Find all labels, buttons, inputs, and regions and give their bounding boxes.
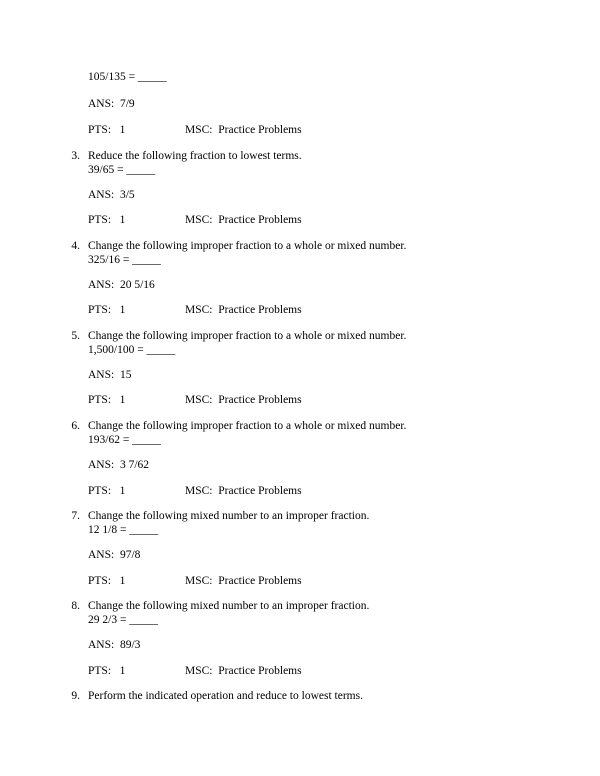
question-prompt: Change the following improper fraction to a whole or mixed number. [88,240,407,252]
question-number: 7. [71,510,80,522]
question-msc: MSC: Practice Problems [185,665,302,677]
question-points: PTS: 1 [88,304,126,316]
question-expression: 12 1/8 = _____ [88,524,159,536]
question-answer: ANS: 20 5/16 [88,279,155,291]
question-expression: 1,500/100 = _____ [88,344,176,356]
question-expression: 325/16 = _____ [88,254,161,266]
question-answer: ANS: 15 [88,369,132,381]
continued-answer: ANS: 7/9 [88,98,135,110]
question-expression: 29 2/3 = _____ [88,614,159,626]
question-points: PTS: 1 [88,665,126,677]
question-points: PTS: 1 [88,394,126,406]
question-number: 8. [71,600,80,612]
question-expression: 193/62 = _____ [88,434,161,446]
question-answer: ANS: 97/8 [88,549,141,561]
question-msc: MSC: Practice Problems [185,575,302,587]
question-answer: ANS: 3 7/62 [88,459,150,471]
question-prompt: Change the following mixed number to an improper fraction. [88,600,370,612]
question-prompt: Change the following mixed number to an improper fraction. [88,510,370,522]
question-msc: MSC: Practice Problems [185,304,302,316]
question-answer: ANS: 3/5 [88,189,135,201]
question-prompt: Reduce the following fraction to lowest terms. [88,150,302,162]
question-number: 6. [71,420,80,432]
continued-points: PTS: 1 [88,124,126,136]
question-number: 4. [71,240,80,252]
question-points: PTS: 1 [88,485,126,497]
question-answer: ANS: 89/3 [88,639,141,651]
question-number: 3. [71,150,80,162]
continued-msc: MSC: Practice Problems [185,124,302,136]
question-msc: MSC: Practice Problems [185,485,302,497]
continued-expression: 105/135 = _____ [88,71,167,83]
question-number: 9. [71,690,80,702]
question-points: PTS: 1 [88,214,126,226]
question-prompt: Perform the indicated operation and reduce to lowest terms. [88,690,363,702]
question-expression: 39/65 = _____ [88,164,156,176]
question-points: PTS: 1 [88,575,126,587]
question-prompt: Change the following improper fraction to a whole or mixed number. [88,420,407,432]
question-prompt: Change the following improper fraction to a whole or mixed number. [88,330,407,342]
question-msc: MSC: Practice Problems [185,214,302,226]
question-number: 5. [71,330,80,342]
question-msc: MSC: Practice Problems [185,394,302,406]
